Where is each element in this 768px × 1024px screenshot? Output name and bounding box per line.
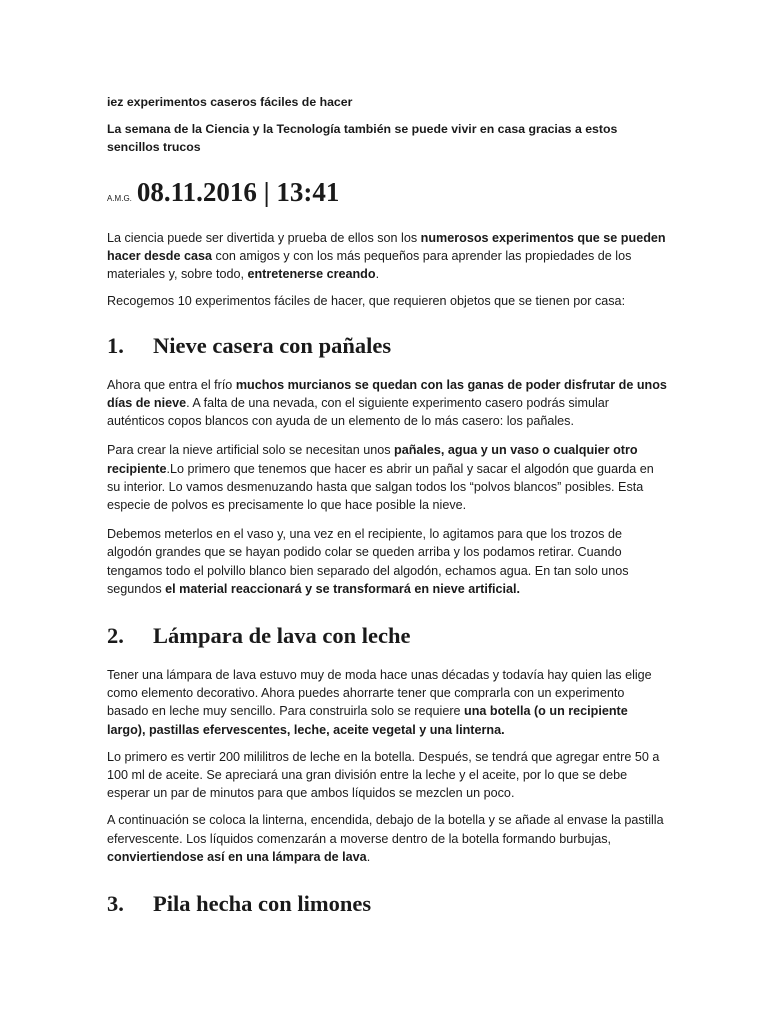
byline (107, 175, 667, 209)
text-run: Para crear la nieve artificial solo se necesitan unos (107, 443, 395, 458)
bold-run: el material reaccionará y se transformará en nieve artificial. (165, 581, 521, 596)
text-run: A continuación se coloca la linterna, encendida, debajo de la botella y se añade al envase la pastilla efervescente. Los líquidos comenzarán a moverse dentro de la botella formando burbujas, (107, 813, 664, 846)
bold-run: conviertiendose así en una lámpara de lava (107, 849, 367, 864)
section-title: Pila hecha con limones (153, 891, 372, 917)
intro-paragraph-2: Recogemos 10 experimentos fáciles de hacer, que requieren objetos que se tienen por casa: (107, 293, 626, 308)
bold-run: pañales, agua y un vaso o cualquier otro recipiente (107, 443, 638, 476)
text-run: Debemos meterlos en el vaso y, una vez en el recipiente, lo agitamos para que los trozos de algodón grandes que se hayan podido colar se queden arriba y los podamos retirar. Cuando tengamos todo el polvillo blanco bien separado del algodón, echamos agua. En tan solo unos segundos (107, 527, 629, 596)
section-title: Lámpara de lava con leche (153, 623, 411, 649)
text-run: . (375, 267, 380, 282)
section-paragraph: Lo primero es vertir 200 mililitros de leche en la botella. Después, se tendrá que agregar entre 50 a 100 ml de aceite. Se apreciará una gran división entre la leche y el aceite, por lo que se debe esperar un par de minutos para que ambos líquidos se mezclen un poco. (107, 749, 660, 801)
publish-datetime: 08.11.2016 | 13:41 (136, 177, 340, 207)
bold-run: una botella (o un recipiente largo), pastillas efervescentes, leche, aceite vegetal y una linterna. (107, 704, 628, 737)
text-run: Tener una lámpara de lava estuvo muy de moda hace unas décadas y todavía hay quien las elige como elemento decorativo. Ahora puedes ahorrarte tener que comprarla con un experimento basado en leche muy sencillo. Para construirla solo se requiere (107, 668, 652, 719)
section-paragraph (107, 376, 667, 431)
text-run: . (366, 849, 371, 864)
intro-paragraph (107, 229, 667, 284)
bold-run: entretenerse creando (247, 267, 376, 282)
text-run: La ciencia puede ser divertida y prueba de ellos son los (107, 231, 421, 245)
section-paragraph (107, 666, 667, 739)
bold-run: muchos murcianos se quedan con las ganas de poder disfrutar de unos días de nieve (107, 377, 667, 411)
section-number: 3. (107, 891, 124, 917)
article-subtitle: La semana de la Ciencia y la Tecnología también se puede vivir en casa gracias a estos sencillos trucos (107, 122, 618, 154)
text-run: con amigos y con los más pequeños para aprender las propiedades de los materiales y, sobre todo, (107, 249, 632, 282)
section-paragraph (107, 811, 667, 866)
section-heading-2 (107, 621, 667, 651)
article-title: iez experimentos caseros fáciles de hacer (107, 95, 353, 109)
section-heading-3 (107, 889, 667, 919)
section-paragraph (107, 525, 667, 598)
author-label: A.M.G. (107, 194, 132, 203)
article (107, 88, 667, 919)
text-run: Ahora que entra el frío (107, 377, 236, 392)
text-run: .Lo primero que tenemos que hacer es abrir un pañal y sacar el algodón que guarda en su interior. Lo vamos desmenuzando hasta que salgan todos los “polvos blancos” posibles. Esta especie de polvos es precisamente lo que hace posible la nieve. (107, 461, 654, 513)
section-paragraph (107, 441, 667, 514)
bold-run: numerosos experimentos que se pueden hacer desde casa (107, 231, 666, 264)
section-title: Nieve casera con pañales (153, 332, 392, 358)
section-number: 2. (107, 623, 124, 649)
text-run: . A falta de una nevada, con el siguiente experimento casero podrás simular auténticos copos blancos con ayuda de un elemento de lo más casero: los pañales. (107, 396, 609, 429)
section-number: 1. (107, 332, 124, 358)
section-heading-1 (107, 331, 667, 361)
